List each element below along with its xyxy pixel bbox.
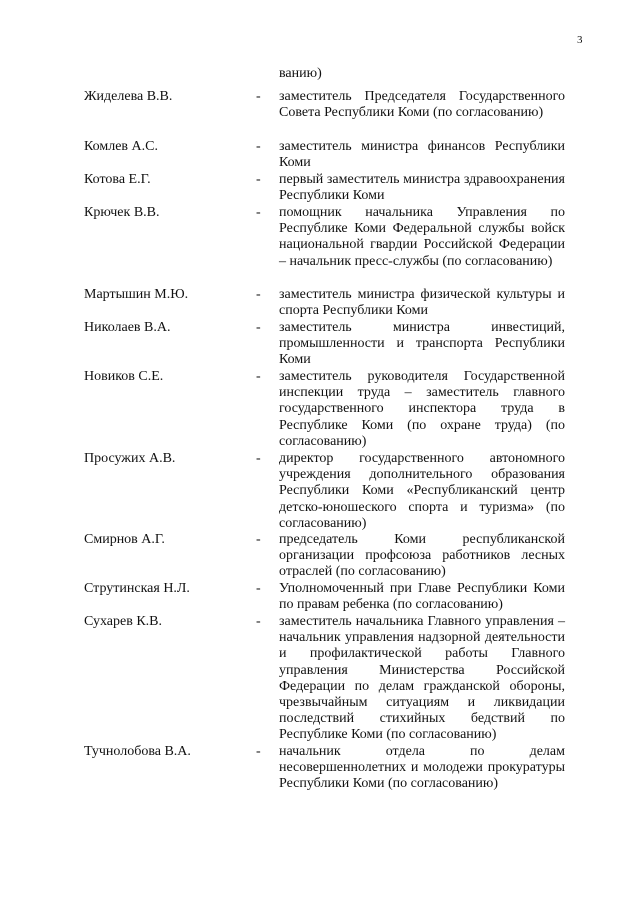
member-name: Мартышин М.Ю. — [84, 287, 189, 302]
separator-dash: - — [256, 532, 261, 547]
separator-dash: - — [256, 320, 261, 335]
member-position: заместитель министра инвестиций, промышленности и транспорта Республики Коми — [279, 320, 565, 368]
member-name: Сухарев К.В. — [84, 614, 163, 629]
member-position: директор государственного автономного учреждения дополнительного образования Республики Коми «Республиканский центр детско-юношеского спорта и туризма» (по согласованию) — [279, 451, 565, 531]
separator-dash: - — [256, 172, 261, 187]
member-name: Комлев А.С. — [84, 139, 158, 154]
member-position: председатель Коми республиканской организации профсоюза работников лесных отраслей (по согласованию) — [279, 532, 565, 580]
separator-dash: - — [256, 451, 261, 466]
separator-dash: - — [256, 744, 261, 759]
separator-dash: - — [256, 581, 261, 596]
separator-dash: - — [256, 369, 261, 384]
page-number: 3 — [577, 34, 583, 46]
member-name: Крючек В.В. — [84, 205, 160, 220]
member-position: Уполномоченный при Главе Республики Коми по правам ребенка (по согласованию) — [279, 581, 565, 613]
separator-dash: - — [256, 287, 261, 302]
member-position: заместитель руководителя Государственной инспекции труда – заместитель главного государственного инспектора труда в Республике Коми (по охране труда) (по согласованию) — [279, 369, 565, 449]
member-name: Тучнолобова В.А. — [84, 744, 191, 759]
separator-dash: - — [256, 139, 261, 154]
member-position: заместитель Председателя Государственного Совета Республики Коми (по согласованию) — [279, 89, 565, 121]
member-name: Николаев В.А. — [84, 320, 171, 335]
member-name: Жиделева В.В. — [84, 89, 173, 104]
member-name: Новиков С.Е. — [84, 369, 164, 384]
separator-dash: - — [256, 205, 261, 220]
separator-dash: - — [256, 614, 261, 629]
member-position: начальник отдела по делам несовершеннолетних и молодежи прокуратуры Республики Коми (по согласованию) — [279, 744, 565, 792]
continuation-text: ванию) — [279, 66, 322, 81]
member-position: заместитель начальника Главного управления – начальник управления надзорной деятельности и профилактической работы Главного управления Министерства Российской Федерации по делам гражданской обороны, чрезвычайным ситуациям и ликвидации последствий стихийных бедствий по Республике Коми (по согласованию) — [279, 614, 565, 743]
member-position: первый заместитель министра здравоохранения Республики Коми — [279, 172, 565, 204]
member-position: заместитель министра финансов Республики Коми — [279, 139, 565, 171]
member-name: Котова Е.Г. — [84, 172, 151, 187]
member-name: Просужих А.В. — [84, 451, 176, 466]
member-name: Струтинская Н.Л. — [84, 581, 190, 596]
member-position: помощник начальника Управления по Республике Коми Федеральной службы войск национальной гвардии Российской Федерации – начальник пресс-службы (по согласованию) — [279, 205, 565, 269]
separator-dash: - — [256, 89, 261, 104]
member-position: заместитель министра физической культуры и спорта Республики Коми — [279, 287, 565, 319]
member-name: Смирнов А.Г. — [84, 532, 165, 547]
